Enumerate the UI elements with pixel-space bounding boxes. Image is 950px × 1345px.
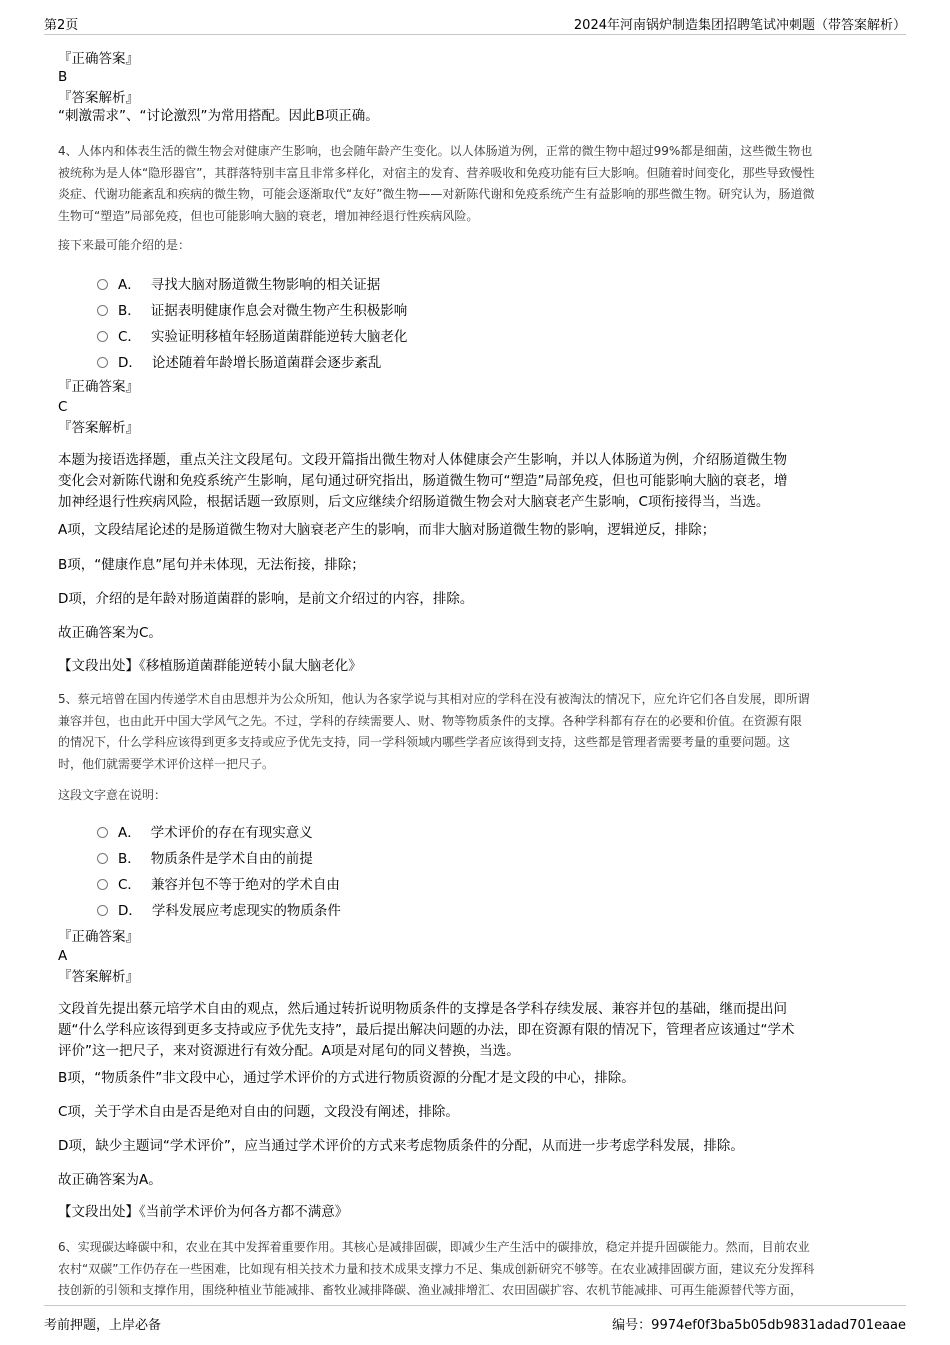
q6-stem: 6、实现碳达峰碳中和，农业在其中发挥着重要作用。其核心是减排固碳，即减少生产生活中的碳排放，稳定并提升固碳能力。然而，目前农业 农村“双碳”工作仍存在一些困难，比如现有相关技术力量和技术成果支撑力不足、集成创新研究不够等。在农业减排固碳方面，建议充分发挥科 技创新的引领和支撑作用，围绕种植业节能减排、畜牧业减排降碳、渔业减排增汇、农田固碳扩容、农机节能减排、可再生能源替代等方面， (58, 1240, 815, 1297)
radio-icon[interactable] (97, 853, 108, 864)
footer-slogan: 考前押题，上岸必备 (44, 1318, 162, 1333)
q5-source: 【文段出处】《当前学术评价为何各方都不满意》 (58, 1204, 349, 1220)
q4-conclusion: 故正确答案为C。 (58, 625, 162, 641)
q4-option-a[interactable]: A． 寻找大脑对肠道微生物影响的相关证据 (97, 273, 380, 293)
q4-option-d[interactable]: D． 论述随着年龄增长肠道菌群会逐步紊乱 (97, 351, 381, 371)
radio-icon[interactable] (97, 331, 108, 342)
page-number: 第2页 (44, 18, 79, 33)
q3-analysis: “刺激需求”、“讨论激烈”为常用搭配。因此B项正确。 (58, 108, 379, 124)
q5-option-a[interactable]: A． 学术评价的存在有现实意义 (97, 821, 313, 841)
q3-answer-label: 『正确答案』 (58, 51, 139, 67)
q4-analysis-b: B项，“健康作息”尾句并未体现，无法衔接，排除； (58, 557, 365, 573)
q4-stem: 4、人体内和体表生活的微生物会对健康产生影响，也会随年龄产生变化。以人体肠道为例，正常的微生物中超过99%都是细菌，这些微生物也 被统称为是人体“隐形器官”，其群落特别丰富且非常多样化，对宿主的发育、营养吸收和免疫功能有巨大影响。但随着时间变化，那些导致慢性 炎症、代谢功能紊乱和疾病的微生物，可能会逐渐取代“友好”微生物——对新陈代谢和免疫系统产生有益影响的那些微生物。研究认为，肠道微 生物可“塑造”局部免疫，但也可能影响大脑的衰老，增加神经退行性疾病风险。 (58, 144, 815, 223)
q4-option-c[interactable]: C． 实验证明移植年轻肠道菌群能逆转大脑老化 (97, 325, 407, 345)
q3-answer: B (58, 69, 68, 85)
radio-icon[interactable] (97, 905, 108, 916)
q3-analysis-label: 『答案解析』 (58, 90, 139, 106)
q4-answer: C (58, 399, 68, 415)
q5-analysis-d: D项，缺少主题词“学术评价”，应当通过学术评价的方式来考虑物质条件的分配，从而进一步考虑学科发展，排除。 (58, 1138, 744, 1154)
q4-analysis-d: D项，介绍的是年龄对肠道菌群的影响，是前文介绍过的内容，排除。 (58, 591, 474, 607)
q5-answer-label: 『正确答案』 (58, 929, 139, 945)
radio-icon[interactable] (97, 357, 108, 368)
document-title: 2024年河南锅炉制造集团招聘笔试冲刺题（带答案解析） (573, 18, 906, 33)
radio-icon[interactable] (97, 879, 108, 890)
q5-conclusion: 故正确答案为A。 (58, 1172, 162, 1188)
radio-icon[interactable] (97, 305, 108, 316)
q4-analysis: 本题为接语选择题，重点关注文段尾句。文段开篇指出微生物对人体健康会产生影响，并以人体肠道为例，介绍肠道微生物 变化会对新陈代谢和免疫系统产生影响，尾句通过研究指出，肠道微生物可“塑造”局部免疫，但也可能影响大脑的衰老，增 加神经退行性疾病风险，根据话题一致原则，后文应继续介绍肠道微生物会对大脑衰老产生影响，C项衔接得当，当选。 (58, 452, 788, 510)
page-header (44, 10, 906, 35)
q5-analysis-b: B项，“物质条件”非文段中心，通过学术评价的方式进行物质资源的分配才是文段的中心，排除。 (58, 1070, 635, 1086)
q4-question: 接下来最可能介绍的是： (58, 238, 191, 252)
page-footer (44, 1305, 906, 1336)
q5-analysis-c: C项，关于学术自由是否是绝对自由的问题，文段没有阐述，排除。 (58, 1104, 459, 1120)
q4-analysis-label: 『答案解析』 (58, 420, 139, 436)
q4-analysis-a: A项，文段结尾论述的是肠道微生物对大脑衰老产生的影响，而非大脑对肠道微生物的影响，逻辑逆反，排除； (58, 522, 716, 538)
q5-analysis: 文段首先提出蔡元培学术自由的观点，然后通过转折说明物质条件的支撑是各学科存续发展、兼容并包的基础，继而提出问 题“什么学科应该得到更多支持或应予优先支持”，最后提出解决问题的办法，即在资源有限的情况下，管理者应该通过“学术 评价”这一把尺子，来对资源进行有效分配。A项是对尾句的同义替换，当选。 (58, 1001, 795, 1059)
document-code: 编号：9974ef0f3ba5b05db9831adad701eaae (612, 1318, 906, 1333)
q4-answer-label: 『正确答案』 (58, 379, 139, 395)
q5-stem: 5、蔡元培曾在国内传递学术自由思想并为公众所知，他认为各家学说与其相对应的学科在没有被淘汰的情况下，应允许它们各自发展，即所谓 兼容并包，也由此开中国大学风气之先。不过，学科的存续需要人、财、物等物质条件的支撑。各种学科都有存在的必要和价值。在资源有限 的情况下，什么学科应该得到更多支持或应予优先支持，同一学科领域内哪些学者应该得到支持，这些都是管理者需要考量的重要问题。这 时，他们就需要学术评价这样一把尺子。 (58, 692, 810, 771)
radio-icon[interactable] (97, 827, 108, 838)
q5-option-b[interactable]: B． 物质条件是学术自由的前提 (97, 847, 313, 867)
q4-source: 【文段出处】《移植肠道菌群能逆转小鼠大脑老化》 (58, 658, 362, 674)
q5-answer: A (58, 948, 68, 964)
radio-icon[interactable] (97, 279, 108, 290)
q5-option-d[interactable]: D． 学科发展应考虑现实的物质条件 (97, 899, 341, 919)
q5-analysis-label: 『答案解析』 (58, 969, 139, 985)
q5-question: 这段文字意在说明： (58, 788, 167, 802)
q5-option-c[interactable]: C． 兼容并包不等于绝对的学术自由 (97, 873, 340, 893)
q4-option-b[interactable]: B． 证据表明健康作息会对微生物产生积极影响 (97, 299, 407, 319)
